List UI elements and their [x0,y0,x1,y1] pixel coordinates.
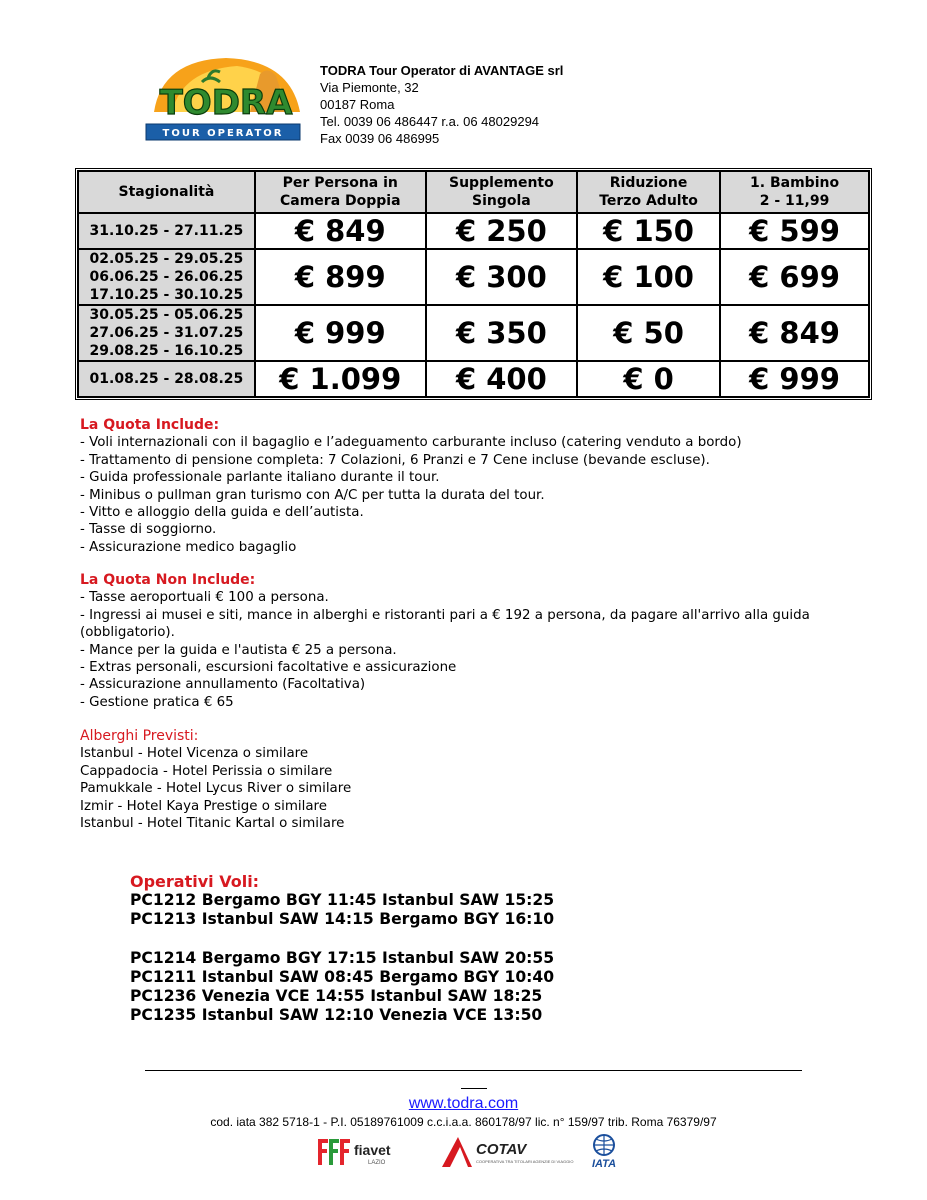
company-fax: Fax 0039 06 486995 [320,131,440,146]
price-double: € 999 [255,305,426,361]
list-item: - Vitto e alloggio della guida e dell’autista. [80,505,364,521]
fiavet-text: fiavet [354,1142,391,1158]
list-item: - Minibus o pullman gran turismo con A/C per tutta la durata del tour. [80,487,545,503]
table-header-row [78,171,869,213]
flight-line: PC1213 Istanbul SAW 14:15 Bergamo BGY 16:10 [130,910,555,929]
excludes-heading: La Quota Non Include: [80,572,256,588]
list-item: - Voli internazionali con il bagaglio e l’adeguamento carburante incluso (catering venduto a bordo) [80,435,742,451]
header-child: 1. Bambino 2 - 11,99 [720,171,869,213]
footer-divider [145,1070,802,1071]
company-name: TODRA Tour Operator di AVANTAGE srl [320,63,564,78]
header-season: Stagionalità [78,171,255,213]
season-cell: 30.05.25 - 05.06.25 27.06.25 - 31.07.25 29.08.25 - 16.10.25 [78,305,255,361]
website-link[interactable]: www.todra.com [408,1095,519,1112]
list-item: Cappadocia - Hotel Perissia o similare [80,763,333,779]
todra-logo [142,52,304,148]
logo-brand-text: TODRA [159,83,293,123]
company-info [320,62,563,147]
price-double: € 1.099 [255,361,426,397]
season-cell: 31.10.25 - 27.11.25 [78,213,255,249]
logo-tagline: TOUR OPERATOR [162,128,284,139]
price-single: € 350 [426,305,577,361]
list-item: - Ingressi ai musei e siti, mance in alberghi e ristoranti pari a € 192 a persona, da pagare all'arrivo alla guida (obbligatorio). [80,607,810,641]
price-third: € 150 [577,213,720,249]
list-item: - Assicurazione medico bagaglio [80,539,297,555]
header-single: Supplemento Singola [426,171,577,213]
list-item: - Tasse aeroportuali € 100 a persona. [80,590,329,606]
cotav-logo [438,1133,574,1171]
header-third: Riduzione Terzo Adulto [577,171,720,213]
price-single: € 400 [426,361,577,397]
iata-logo [580,1133,628,1171]
price-double: € 849 [255,213,426,249]
table-row [78,249,869,305]
price-third: € 0 [577,361,720,397]
price-third: € 100 [577,249,720,305]
excludes-section [80,572,880,711]
flights-section [130,872,554,1025]
hotels-section [80,728,880,832]
flight-line: PC1235 Istanbul SAW 12:10 Venezia VCE 13:50 [130,1006,543,1025]
fiavet-f-mark-3 [340,1139,350,1165]
includes-heading: La Quota Include: [80,417,220,433]
iata-text: IATA [591,1158,617,1170]
flight-line: PC1212 Bergamo BGY 11:45 Istanbul SAW 15:25 [130,891,555,910]
flight-line: PC1236 Venezia VCE 14:55 Istanbul SAW 18:25 [130,987,543,1006]
list-item: - Extras personali, escursioni facoltative e assicurazione [80,660,457,676]
season-cell: 02.05.25 - 29.05.25 06.06.25 - 26.06.25 17.10.25 - 30.10.25 [78,249,255,305]
price-child: € 699 [720,249,869,305]
cotav-subtext: COOPERATIVA TRA TITOLARI AGENZIE DI VIAGGIO [476,1159,574,1164]
list-item: Pamukkale - Hotel Lycus River o similare [80,781,352,797]
fiavet-logo [316,1133,402,1171]
table-row [78,305,869,361]
company-tel: Tel. 0039 06 486447 r.a. 06 48029294 [320,114,540,129]
fiavet-f-mark-1 [318,1139,328,1165]
price-child: € 999 [720,361,869,397]
footer-legal-info: cod. iata 382 5718-1 - P.I. 05189761009 c.c.i.a.a. 860178/97 lic. n° 159/97 trib. Roma 76379/97 [210,1115,717,1129]
table-row [78,213,869,249]
flight-group-gap [130,930,554,949]
cotav-text: COTAV [476,1141,527,1158]
list-item: - Gestione pratica € 65 [80,694,234,710]
flight-line: PC1214 Bergamo BGY 17:15 Istanbul SAW 20:55 [130,948,555,967]
includes-section [80,417,880,556]
list-item: - Mance per la guida e l'autista € 25 a persona. [80,642,397,658]
list-item: Istanbul - Hotel Titanic Kartal o similare [80,816,345,832]
header-double: Per Persona in Camera Doppia [255,171,426,213]
season-cell: 01.08.25 - 28.08.25 [78,361,255,397]
list-item: Istanbul - Hotel Vicenza o similare [80,746,309,762]
fiavet-f-mark-2 [329,1139,339,1165]
company-city: 00187 Roma [320,97,395,112]
price-single: € 250 [426,213,577,249]
footer-dash [461,1088,487,1089]
price-single: € 300 [426,249,577,305]
list-item: - Trattamento di pensione completa: 7 Colazioni, 6 Pranzi e 7 Cene incluse (bevande escluse). [80,452,710,468]
hotels-heading: Alberghi Previsti: [80,728,199,744]
price-child: € 849 [720,305,869,361]
list-item: - Tasse di soggiorno. [80,522,217,538]
price-table [75,168,872,400]
price-double: € 899 [255,249,426,305]
table-row [78,361,869,397]
price-child: € 599 [720,213,869,249]
fiavet-subtext: LAZIO [368,1160,386,1166]
company-address: Via Piemonte, 32 [320,80,419,95]
list-item: Izmir - Hotel Kaya Prestige o similare [80,798,327,814]
list-item: - Guida professionale parlante italiano durante il tour. [80,470,440,486]
list-item: - Assicurazione annullamento (Facoltativa) [80,677,366,693]
price-third: € 50 [577,305,720,361]
flight-line: PC1211 Istanbul SAW 08:45 Bergamo BGY 10:40 [130,967,555,986]
flights-heading: Operativi Voli: [130,872,260,891]
